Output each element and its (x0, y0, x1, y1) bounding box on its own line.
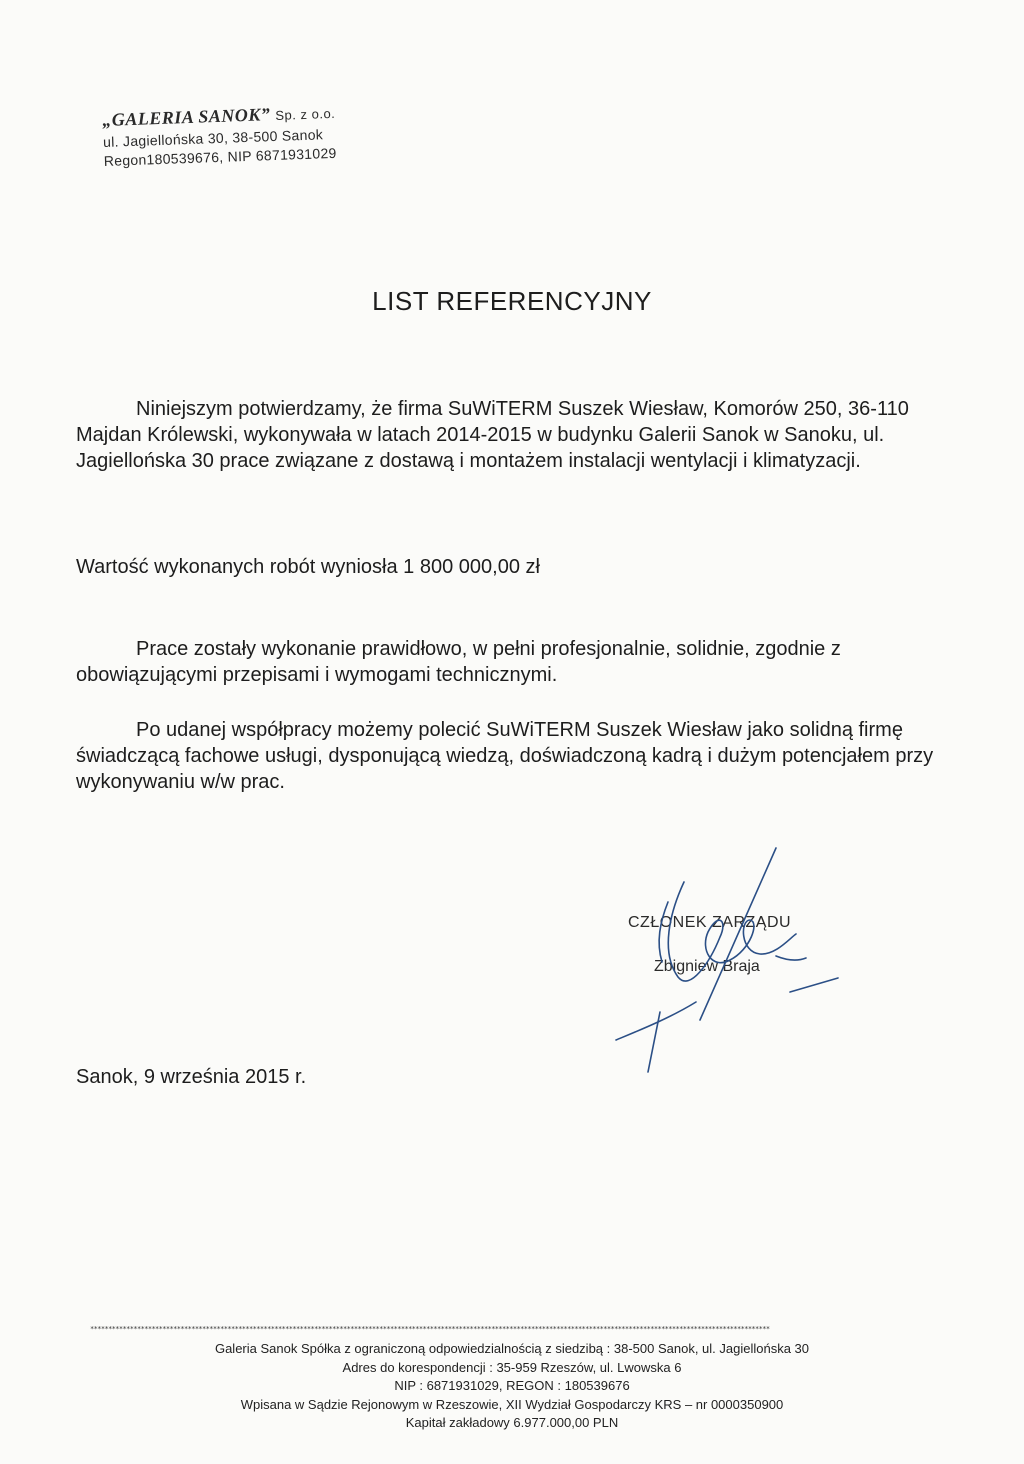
document-date: Sanok, 9 września 2015 r. (76, 1066, 307, 1088)
company-stamp (102, 102, 337, 169)
stamp-company-form: Sp. z o.o. (275, 105, 336, 123)
footer (0, 1340, 1024, 1433)
signatory-name: Zbigniew Braja (654, 958, 760, 975)
stamp-ids: Regon180539676, NIP 6871931029 (103, 144, 337, 169)
footer-correspondence-line: Adres do korespondencji : 35-959 Rzeszów, ul. Lwowska 6 (342, 1359, 682, 1375)
footer-registry-line: Wpisana w Sądzie Rejonowym w Rzeszowie, XII Wydział Gospodarczy KRS – nr 0000350900 (240, 1396, 784, 1412)
signatory-role: CZŁONEK ZARZĄDU (628, 914, 792, 931)
handwritten-signature (600, 842, 860, 1082)
paragraph-value: Wartość wykonanych robót wyniosła 1 800 000,00 zł (76, 556, 540, 578)
paragraph-recommendation: Po udanej współpracy możemy polecić SuWiTERM Suszek Wiesław jako solidną firmę świadczącą fachowe usługi, dysponującą wiedzą, doświadczoną kadrą i dużym potencjałem przy wykonywaniu w/w prac. (76, 719, 934, 793)
stamp-address: ul. Jagiellońska 30, 38-500 Sanok (102, 126, 324, 150)
footer-company-line: Galeria Sanok Spółka z ograniczoną odpowiedzialnością z siedzibą : 38-500 Sanok, ul. Jagiellońska 30 (214, 1341, 810, 1356)
footer-ids-line: NIP : 6871931029, REGON : 180539676 (394, 1378, 630, 1393)
footer-capital-line: Kapitał zakładowy 6.977.000,00 PLN (405, 1415, 619, 1430)
document-title: LIST REFERENCYJNY (372, 286, 652, 316)
stamp-name-text: „GALERIA SANOK” (102, 104, 271, 130)
paragraph-confirmation: Niniejszym potwierdzamy, że firma SuWiTERM Suszek Wiesław, Komorów 250, 36-110 Majdan Królewski, wykonywała w latach 2014-2015 w budynku Galerii Sanok w Sanoku, ul. Jagiellońska 30 prace związane z dostawą i montażem instalacji wentylacji i klimatyzacji. (76, 398, 909, 472)
paragraph-quality: Prace zostały wykonanie prawidłowo, w pełni profesjonalnie, solidnie, zgodnie z obowiązującymi przepisami i wymogami technicznymi. (76, 638, 841, 686)
footer-separator: ******************************************************************************************************************************************************************************************** (90, 1325, 770, 1333)
